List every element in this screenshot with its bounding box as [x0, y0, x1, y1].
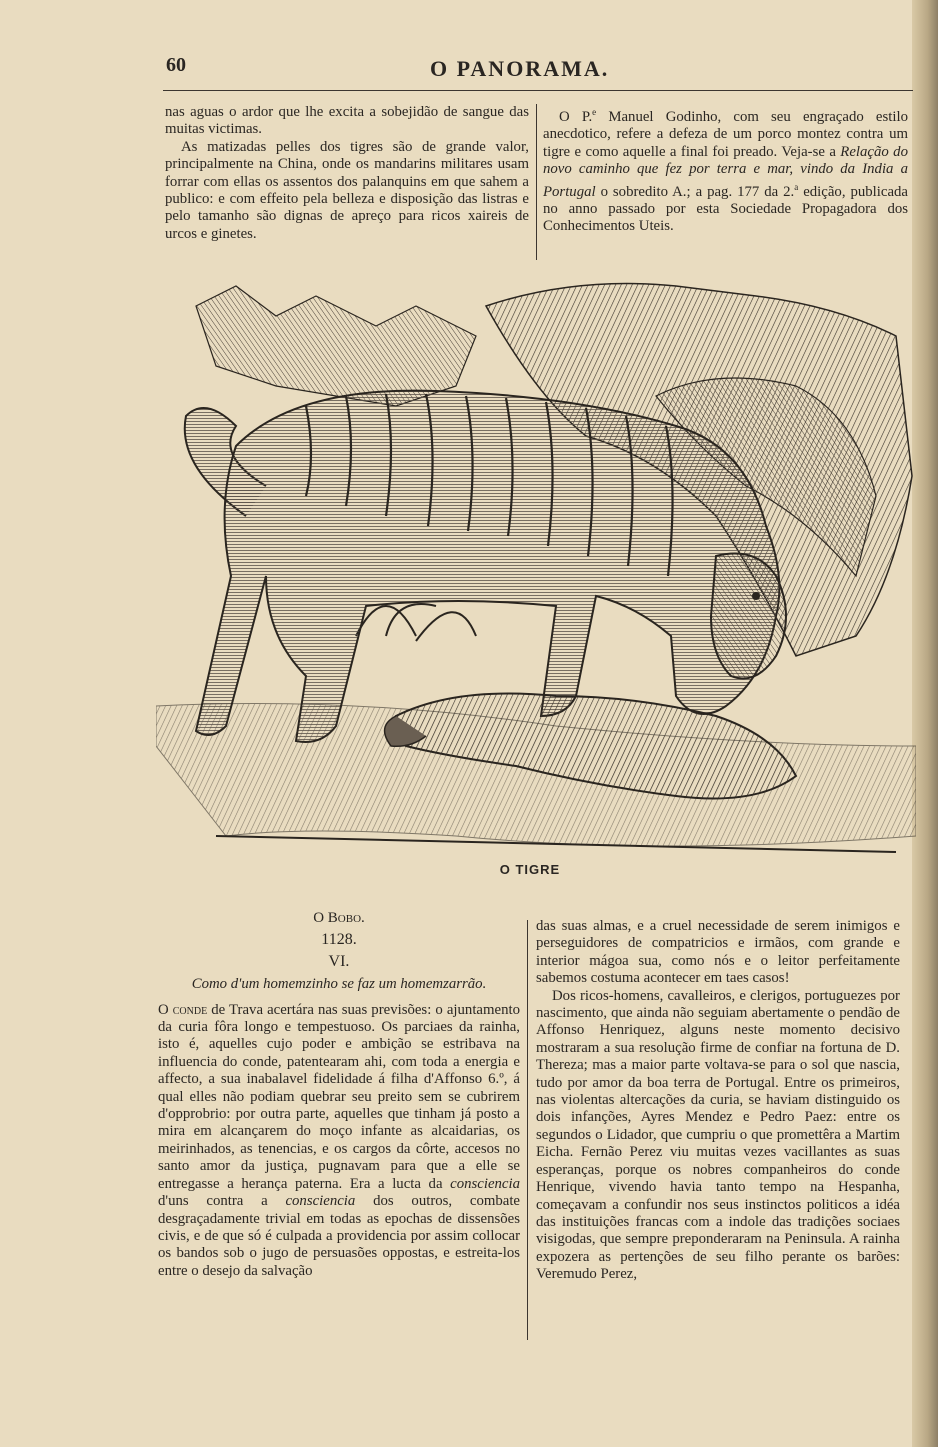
- tiger-engraving: [156, 276, 916, 866]
- year-heading: 1128.: [321, 931, 357, 949]
- top-right-column: [543, 104, 908, 236]
- paragraph: As matizadas pelles dos tigres são de grande valor, principalmente na China, onde os mandarins militares usam forrar com ellas os assentos dos palanquins em que sahem a publico: e com effeito pela belleza e disposição das listras e pelo tamanho são dignas de apreço para ricos xaireis de urcos e ginetes.: [165, 138, 529, 242]
- paragraph: O P.$^e$ Manuel Godinho, com seu engraçado estilo anecdotico, refere a defeza de um porco montez contra um tigre e como aquelle a final foi preado. Veja-se a Relação do novo caminho que fez por terra e mar, vindo da India a Portugal o sobredito A.; a pag. 177 da 2.$^a$ edição, publicada no anno passado por esta Sociedade Propagadora dos Conhecimentos Uteis.: [543, 107, 908, 235]
- paragraph: das suas almas, e a cruel necessidade de serem inimigos e perseguidores de compatricios e irmãos, com grande e interior mágoa sua, como nós e o leitor perfeitamente sabemos costuma acontecer em taes casos!: [536, 918, 900, 987]
- page-number: 60: [166, 54, 186, 76]
- column-divider: [527, 920, 528, 1340]
- book-title: Relação do novo caminho que fez por terra e mar, vindo da India a Portugal: [543, 143, 908, 200]
- paragraph: nas aguas o ardor que lhe excita a sobejidão de sangue das muitas victimas.: [165, 104, 529, 138]
- paragraph: O conde de Trava acertára nas suas previsões: o ajuntamento da curia fôra longo e tempestuoso. Os parciaes da rainha, isto é, aquelles cujo poder e ambição se estribava na influencia do conde, patentearam ahi, com toda a energia e affecto, a sua inabalavel fidelidade á filha d'Affonso 6.º, á qual elles não podiam quebrar seu preito sem se cubrirem d'opprobrio: por outra parte, aquelles que tinham já posto a mira em alcançarem do moço infante as alcaidarias, os meirinhados, as tenencias, e os cargos da côrte, accesos no santo amor da justiça, pugnavam para que a elle se entregasse a herança paterna. Era a lucta da consciencia d'uns contra a consciencia dos outros, combate desgraçadamente trivial em todas as epochas de dissensões civis, e de que só é culpada a providencia por assim collocar os bandos sob o jugo de persuasões oppostas, e estreita-los entre o desejo da salvação: [158, 1001, 520, 1279]
- top-left-column: [165, 104, 529, 243]
- column-divider: [536, 104, 537, 260]
- chapter-subtitle: Como d'um homemzinho se faz um homemzarrão.: [191, 976, 487, 993]
- paragraph: Dos ricos-homens, cavalleiros, e clerigos, portuguezes por nascimento, que ainda não seguiam abertamente o pendão de Affonso Henriquez, alguns neste momento decisivo mostraram a sua resolução firme de confiar na fortuna de D. Thereza; mas a maior parte voltava-se para o sol que nascia, tudo por amor da boa terra de Portugal. Entre os primeiros, nas violentas altercações da curia, se haviam distinguido os dois infanções, Ayres Mendez e Pedro Paez: entre os segundos o Lidador, que cumpriu o que promettêra a Martim Eicha. Fernão Perez viu muitas vezes vacillantes as suas esperanças, porque os nobres companheiros do conde Henrique, vivendo havia tanto tempo na Hespanha, começavam a confundir nos seus instinctos politicos a idéa das instituições francas com a indole das tradições sociaes visigodas, que sempre preponderaram na Peninsula. A rainha expozera as pertenções de seu filho perante os barões: Veremudo Perez,: [536, 987, 900, 1283]
- illustration-caption: O TIGRE: [499, 862, 561, 877]
- section-title: O Bobo.: [313, 910, 365, 926]
- lead-word: O conde: [158, 1001, 208, 1018]
- header-rule: [163, 90, 913, 91]
- article-right-column: [536, 918, 900, 1284]
- article-left-column: [158, 910, 520, 1280]
- chapter-heading: VI.: [328, 952, 350, 970]
- masthead-title: O PANORAMA.: [430, 56, 610, 81]
